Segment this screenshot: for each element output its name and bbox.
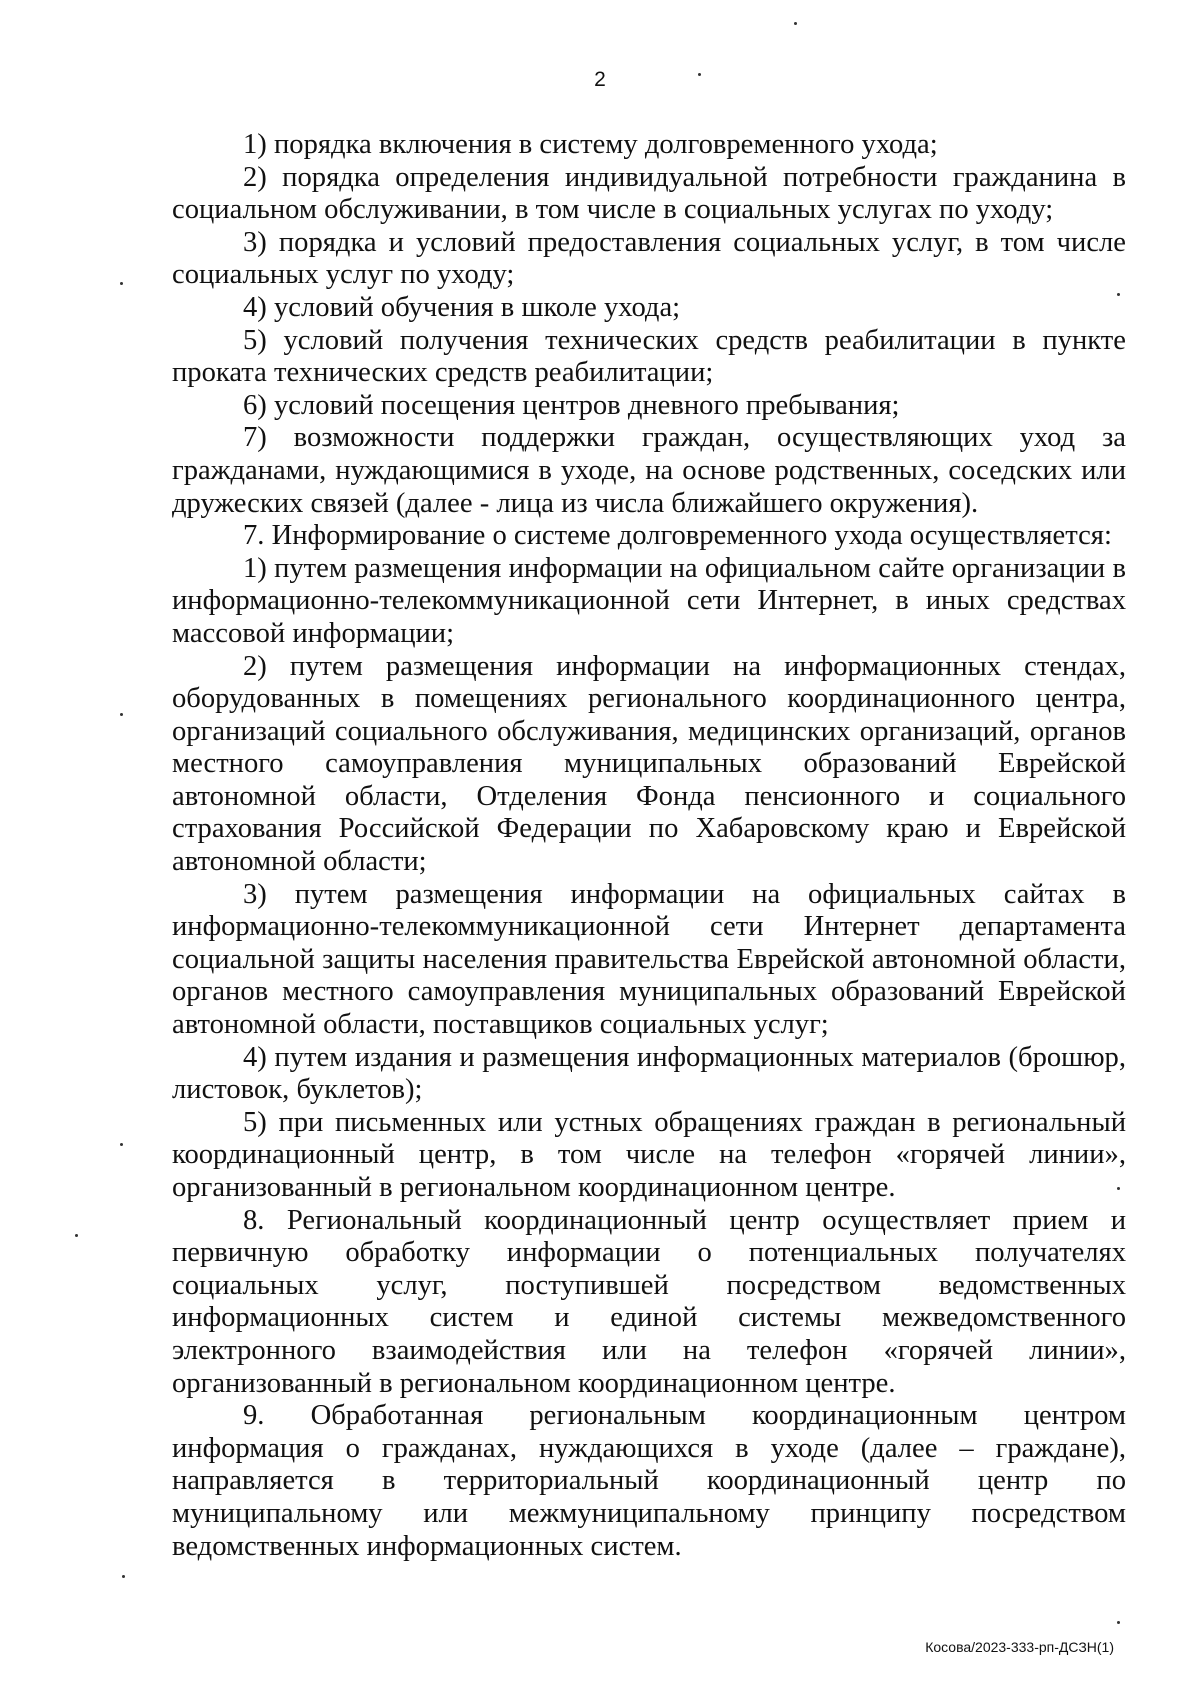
document-body	[172, 129, 1126, 1563]
scan-speck	[120, 282, 123, 285]
section-9-paragraph: 9. Обработанная региональным координационным центром информация о гражданах, нуждающихся в уходе (далее – граждане), направляется в территориальный координационный центр по муниципальному или межмуниципальному принципу посредством ведомственных информационных систем.	[172, 1400, 1126, 1562]
scan-speck	[698, 73, 701, 76]
paragraph-item-1: 1) порядка включения в систему долговременного ухода;	[243, 129, 938, 160]
section-7-item-2: 2) путем размещения информации на информационных стендах, оборудованных в помещениях регионального координационного центра, организаций социального обслуживания, медицинских организаций, органов местного самоуправления муниципальных образований Еврейской автономной области, Отделения Фонда пенсионного и социального страхования Российской Федерации по Хабаровскому краю и Еврейской автономной области;	[172, 650, 1126, 878]
footer-document-code: Косова/2023-333-рп-ДСЗН(1)	[925, 1639, 1114, 1655]
scan-speck	[1117, 1621, 1120, 1624]
page-number: 2	[594, 68, 606, 91]
scan-speck	[122, 1575, 125, 1578]
scan-speck	[1117, 1187, 1120, 1190]
section-8-paragraph: 8. Региональный координационный центр осуществляет прием и первичную обработку информации о потенциальных получателях социальных услуг, поступившей посредством ведомственных информационных систем и единой системы межведомственного электронного взаимодействия или на телефон «горячей линии», организованный в региональном координационном центре.	[172, 1204, 1126, 1399]
paragraph-item-2: 2) порядка определения индивидуальной потребности гражданина в социальном обслуживании, в том числе в социальных услугах по уходу;	[172, 161, 1126, 226]
paragraph-item-3: 3) порядка и условий предоставления социальных услуг, в том числе социальных услуг по уходу;	[172, 226, 1126, 291]
scan-speck	[794, 22, 797, 25]
scan-speck	[75, 1234, 78, 1237]
section-7-item-4: 4) путем издания и размещения информационных материалов (брошюр, листовок, буклетов);	[172, 1041, 1126, 1106]
section-7-item-3: 3) путем размещения информации на официальных сайтах в информационно-телекоммуникационной сети Интернет департамента социальной защиты населения правительства Еврейской автономной области, органов местного самоуправления муниципальных образований Еврейской автономной области, поставщиков социальных услуг;	[172, 878, 1126, 1041]
scan-speck	[1117, 293, 1120, 296]
scan-speck	[120, 713, 123, 716]
section-7-heading: 7. Информирование о системе долговременного ухода осуществляется:	[243, 520, 1112, 552]
paragraph-item-4: 4) условий обучения в школе ухода;	[243, 291, 681, 323]
paragraph-item-5: 5) условий получения технических средств реабилитации в пункте проката технических средств реабилитации;	[172, 324, 1126, 389]
scan-speck	[120, 1143, 123, 1146]
section-7-item-5: 5) при письменных или устных обращениях граждан в региональный координационный центр, в том числе на телефон «горячей линии», организованный в региональном координационном центре.	[172, 1106, 1126, 1203]
paragraph-item-7: 7) возможности поддержки граждан, осуществляющих уход за гражданами, нуждающимися в уходе, на основе родственных, соседских или дружеских связей (далее - лица из числа ближайшего окружения).	[172, 422, 1126, 519]
section-7-item-1: 1) путем размещения информации на официальном сайте организации в информационно-телекоммуникационной сети Интернет, в иных средствах массовой информации;	[172, 552, 1126, 649]
paragraph-item-6: 6) условий посещения центров дневного пребывания;	[243, 389, 900, 421]
